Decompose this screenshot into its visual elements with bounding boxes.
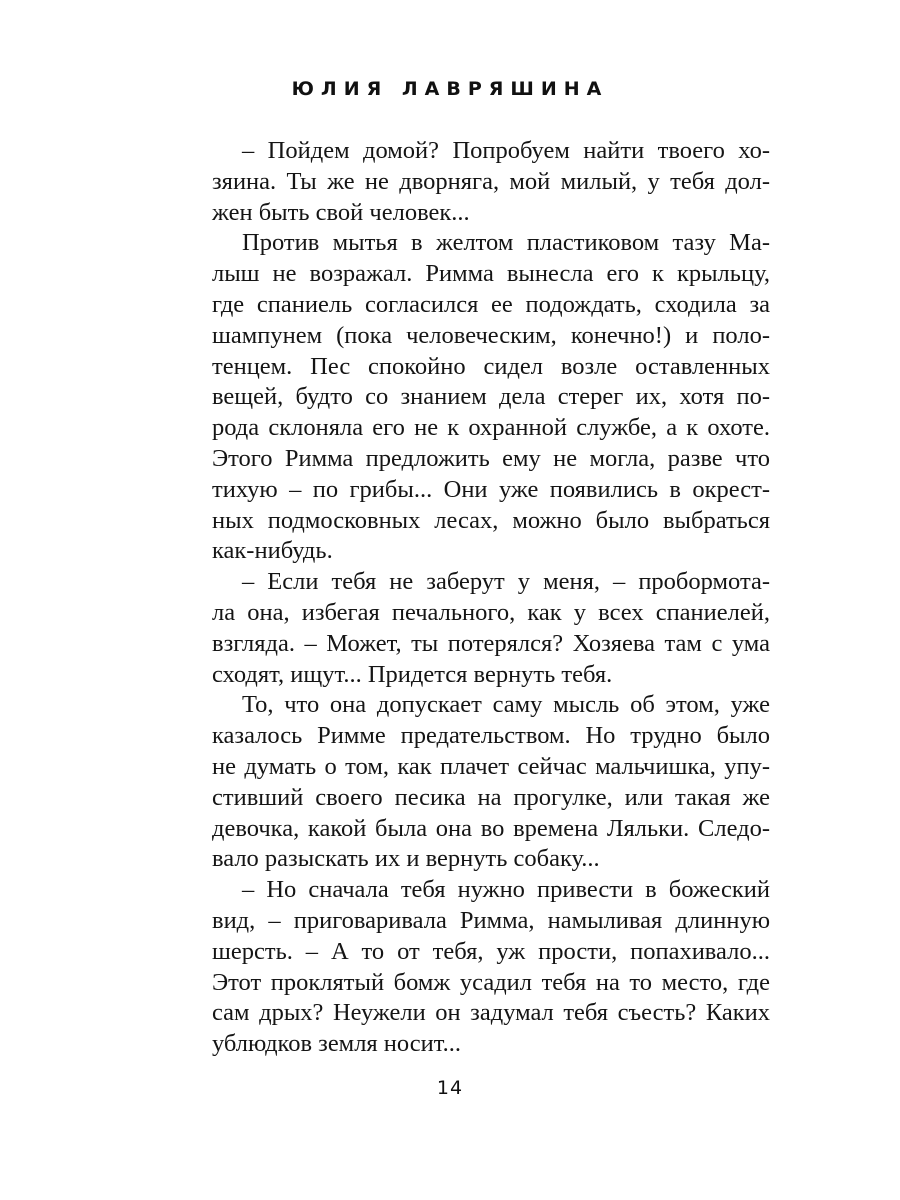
text-line: ных подмосковных лесах, можно было выбраться <box>212 506 770 534</box>
text-line: шерсть. – А то от тебя, уж прости, попахивало... <box>212 937 770 965</box>
text-line: Этот проклятый бомж усадил тебя на то место, где <box>212 968 770 996</box>
text-line: – Пойдем домой? Попробуем найти твоего хо- <box>242 137 770 164</box>
text-line: сам дрых? Неужели он задумал тебя съесть? Каких <box>212 999 770 1027</box>
text-line: ла она, избегая печального, как у всех спаниелей, <box>212 598 770 626</box>
text-line: сходят, ищут... Придется вернуть тебя. <box>212 660 613 688</box>
text-line: – Но сначала тебя нужно привести в божеский <box>242 876 770 904</box>
text-line: казалось Римме предательством. Но трудно было <box>212 722 770 750</box>
text-line: взгляда. – Может, ты потерялся? Хозяева там с ума <box>212 629 770 657</box>
text-line: вещей, будто со знанием дела стерег их, хотя по- <box>212 383 770 411</box>
text-line: Этого Римма предложить ему не могла, разве что <box>212 444 770 472</box>
text-line: лыш не возражал. Римма вынесла его к крыльцу, <box>212 260 770 288</box>
text-line: жен быть свой человек... <box>212 198 470 226</box>
text-line: тенцем. Пес спокойно сидел возле оставленных <box>212 352 770 380</box>
text-line: зяина. Ты же не дворняга, мой милый, у тебя дол- <box>212 167 770 195</box>
text-line: Против мытья в желтом пластиковом тазу Ма- <box>242 229 770 257</box>
text-line: тихую – по грибы... Они уже появились в окрест- <box>212 475 770 503</box>
page-number: 14 <box>436 1077 464 1099</box>
running-head-author: ЮЛИЯ ЛАВРЯШИНА <box>291 78 609 100</box>
text-line: стивший своего песика на прогулке, или такая же <box>212 783 770 811</box>
text-line: девочка, какой была она во времена Ляльки. Следо- <box>212 814 770 842</box>
text-line: шампунем (пока человеческим, конечно!) и поло- <box>212 321 770 349</box>
body-text <box>212 136 770 1060</box>
text-line: где спаниель согласился ее подождать, сходила за <box>212 290 770 318</box>
text-line: вало разыскать их и вернуть собаку... <box>212 845 600 873</box>
text-line: ублюдков земля носит... <box>212 1030 462 1058</box>
text-line: не думать о том, как плачет сейчас мальчишка, упу- <box>212 752 770 780</box>
text-line: То, что она допускает саму мысль об этом, уже <box>242 691 770 719</box>
text-line: – Если тебя не заберут у меня, – пробормота- <box>242 568 770 596</box>
text-line: как-нибудь. <box>212 537 333 565</box>
text-line: вид, – приговаривала Римма, намыливая длинную <box>212 906 770 934</box>
text-line: рода склоняла его не к охранной службе, а к охоте. <box>212 414 770 442</box>
